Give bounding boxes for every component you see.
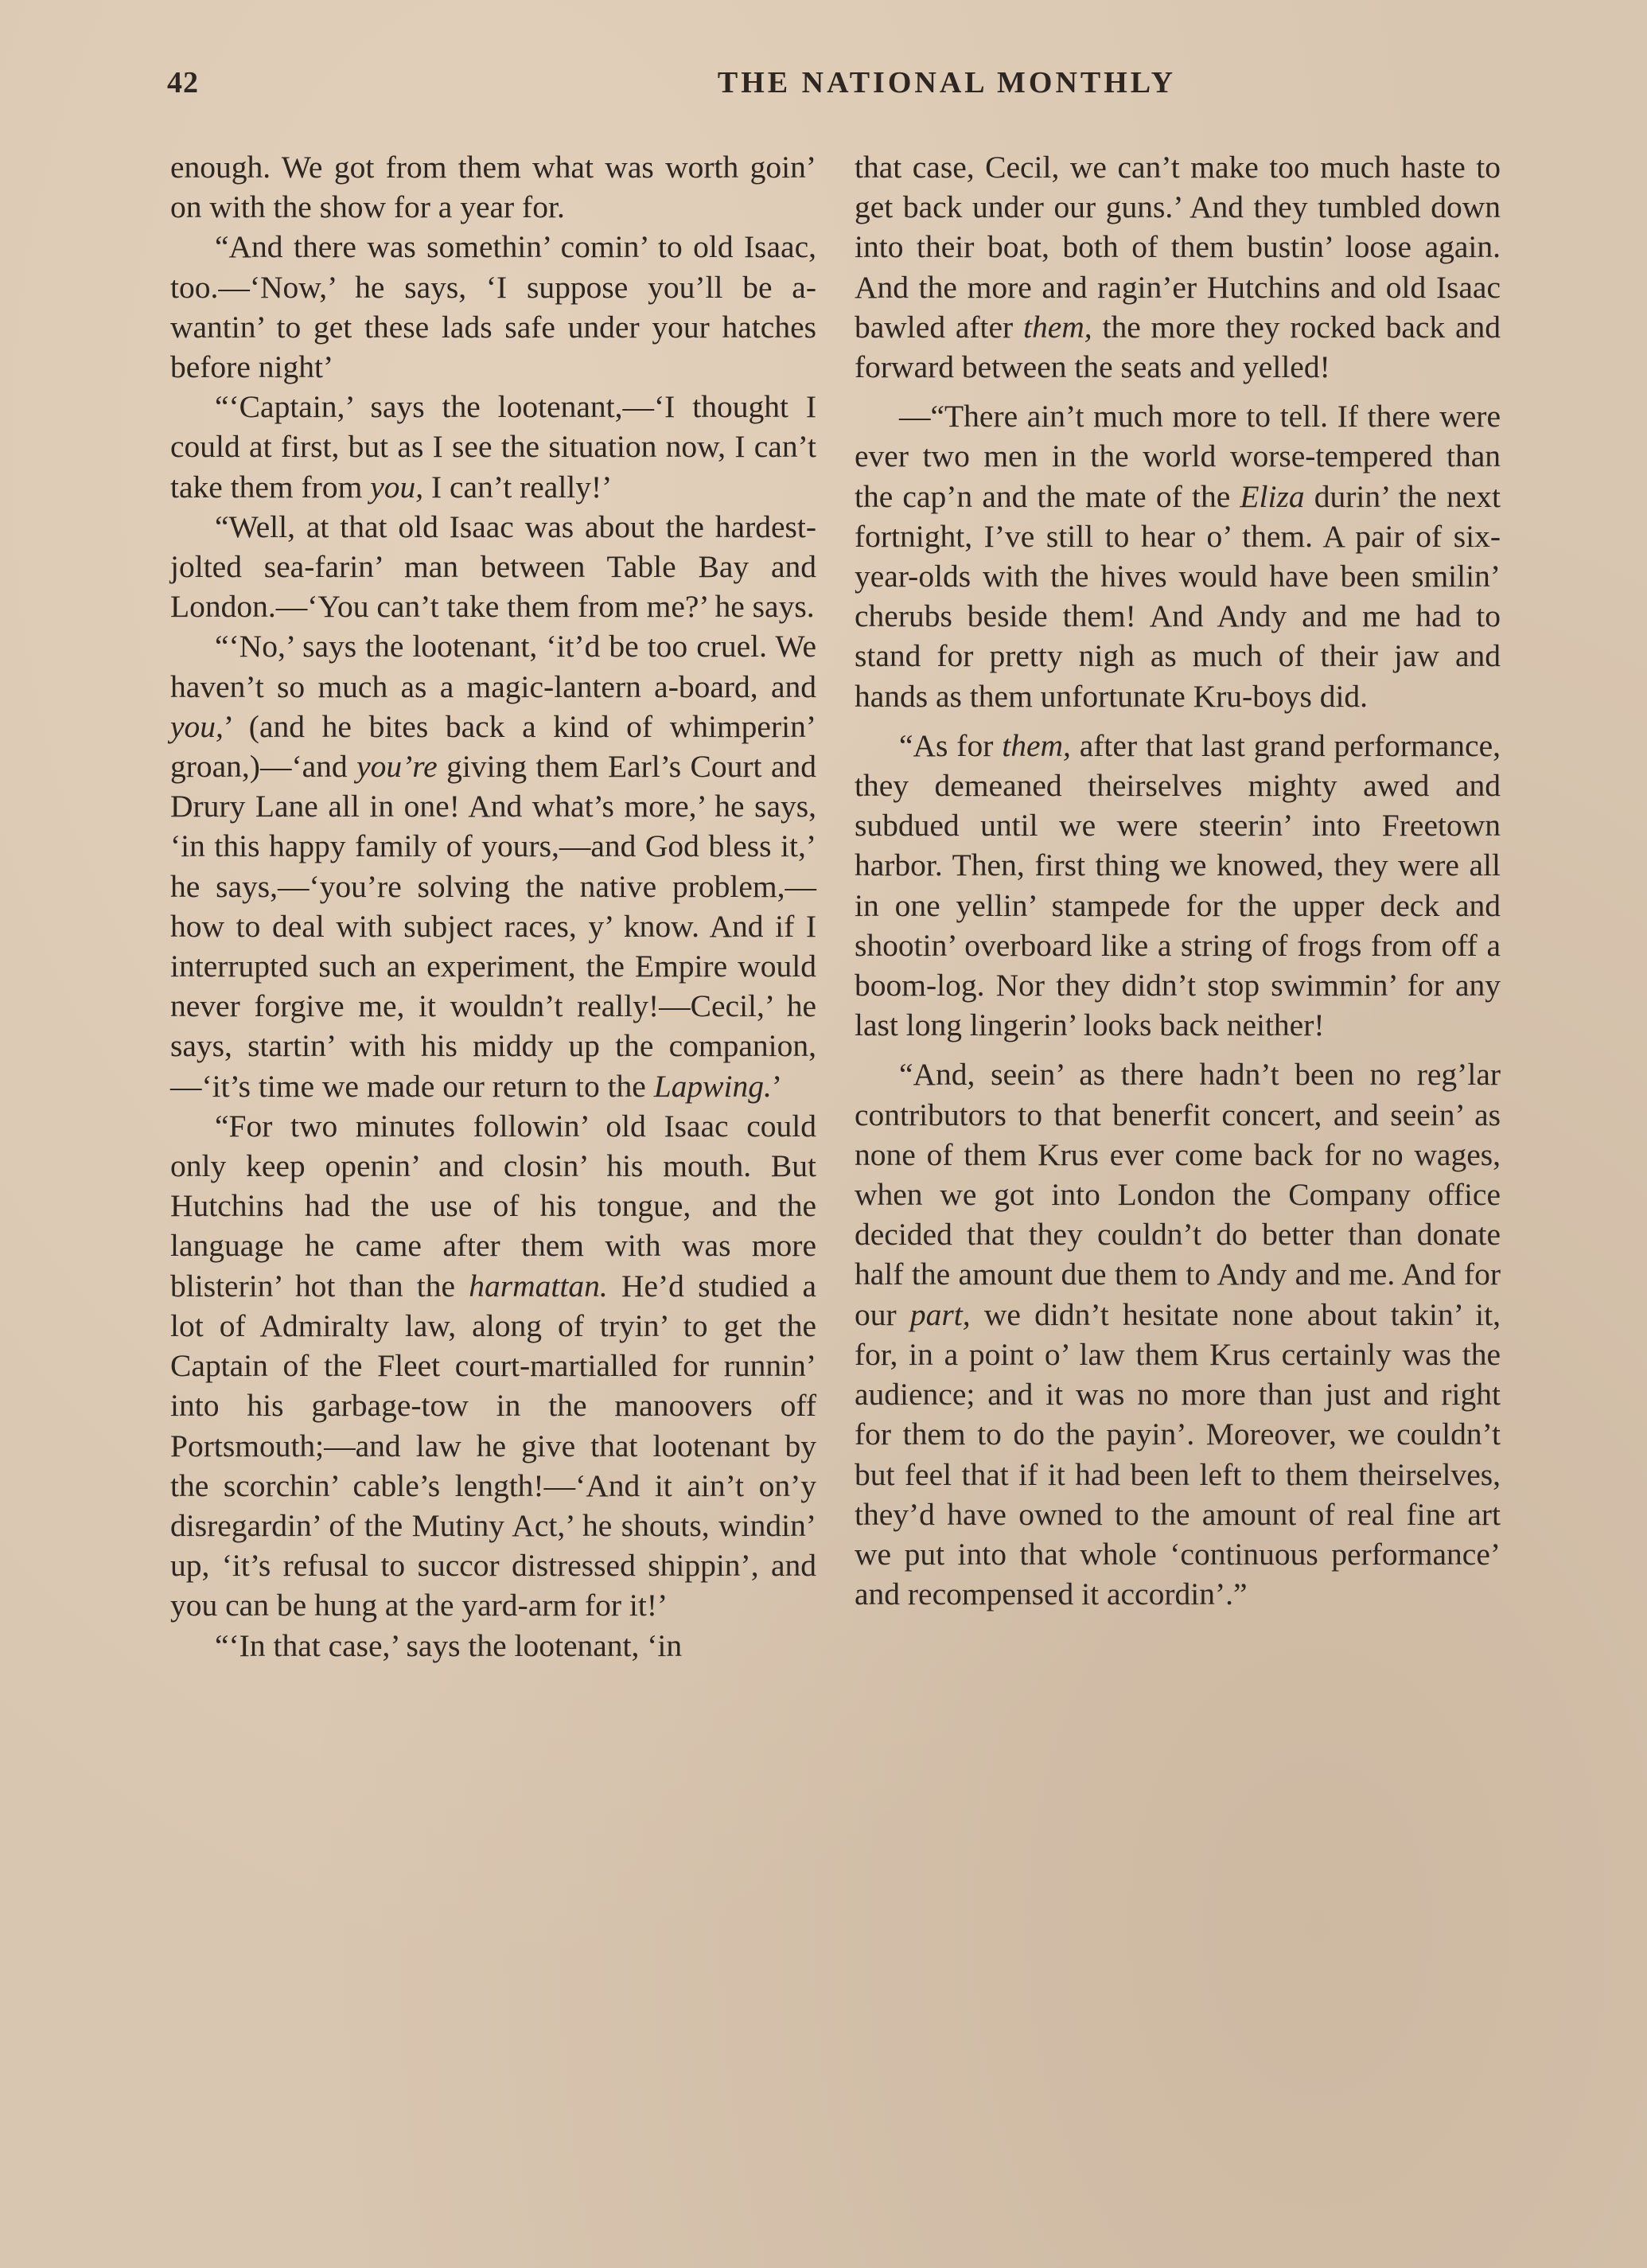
- paragraph: “‘In that case,’ says the lootenant, ‘in: [215, 1627, 683, 1663]
- paragraph: that case, Cecil, we can’t make too much haste to get back under our guns.’ And they tumbled down into their boat, both of them bustin’ loose again. And the more and ragin’er Hutchins and old Isaac bawled after them, the more they rocked back and forward between the seats and yelled!: [855, 150, 1501, 385]
- paragraph: —“There ain’t much more to tell. If there were ever two men in the world worse-tempered than the cap’n and the mate of the Eliza durin’ the next fortnight, I’ve still to hear o’ them. A pair of six-year-olds with the hives would have been smilin’ cherubs beside them! And Andy and me had to stand for pretty nigh as much of their jaw and hands as them unfortunate Kru-boys did.: [855, 399, 1501, 714]
- right-column: [855, 147, 1501, 1614]
- paragraph: “And, seein’ as there hadn’t been no reg’lar contributors to that benerfit concert, and seein’ as none of them Krus ever come back for no wages, when we got into London the Company office decided that they couldn’t do better than donate half the amount due them to Andy and me. And for our part, we didn’t hesitate none about takin’ it, for, in a point o’ law them Krus certainly was the audience; and it was no more than just and right for them to do the payin’. Moreover, we couldn’t but feel that if it had been left to them theirselves, they’d have owned to the amount of real fine art we put into that whole ‘continuous performance’ and recompensed it accordin’.”: [855, 1057, 1501, 1612]
- paragraph: “For two minutes followin’ old Isaac could only keep openin’ and closin’ his mouth. But Hutchins had the use of his tongue, and the language he came after them with was more blisterin’ hot than the harmattan. He’d studied a lot of Admiralty law, along of tryin’ to get the Captain of the Fleet court-martialled for runnin’ into his garbage-tow in the manoovers off Portsmouth;—and law he give that lootenant by the scorchin’ cable’s length!—‘And it ain’t on’y disregardin’ of the Mutiny Act,’ he shouts, windin’ up, ‘it’s refusal to succor distressed shippin’, and you can be hung at the yard-arm for it!’: [170, 1108, 816, 1623]
- paragraph: “‘No,’ says the lootenant, ‘it’d be too cruel. We haven’t so much as a magic-lantern a-board, and you,’ (and he bites back a kind of whimperin’ groan,)—‘and you’re giving them Earl’s Court and Drury Lane all in one! And what’s more,’ he says, ‘in this happy family of yours,—and God bless it,’ he says,—‘you’re solving the native problem,—how to deal with subject races, y’ know. And if I interrupted such an experiment, the Empire would never forgive me, it wouldn’t really!—Cecil,’ he says, startin’ with his middy up the companion,—‘it’s time we made our return to the Lapwing.’: [170, 629, 816, 1104]
- paragraph: “As for them, after that last grand performance, they demeaned theirselves mighty awed and subdued until we were steerin’ into Freetown harbor. Then, first thing we knowed, they were all in one yellin’ stampede for the upper deck and shootin’ overboard like a string of frogs from off a boom-log. Nor they didn’t stop swimmin’ for any last long lingerin’ looks back neither!: [855, 727, 1501, 1043]
- left-column: [170, 147, 816, 1666]
- page-header: [167, 65, 1496, 113]
- paragraph: enough. We got from them what was worth goin’ on with the show for a year for.: [170, 150, 816, 225]
- paragraph: “‘Captain,’ says the lootenant,—‘I thought I could at first, but as I see the situation now, I can’t take them from you, I can’t really!’: [170, 389, 816, 505]
- paragraph: “Well, at that old Isaac was about the hardest-jolted sea-farin’ man between Table Bay and London.—‘You can’t take them from me?’ he says.: [170, 509, 816, 625]
- paragraph: “And there was somethin’ comin’ to old Isaac, too.—‘Now,’ he says, ‘I suppose you’ll be a-wantin’ to get these lads safe under your hatches before night’: [170, 229, 816, 385]
- page-number: 42: [167, 66, 199, 99]
- running-head: THE NATIONAL MONTHLY: [717, 66, 1177, 99]
